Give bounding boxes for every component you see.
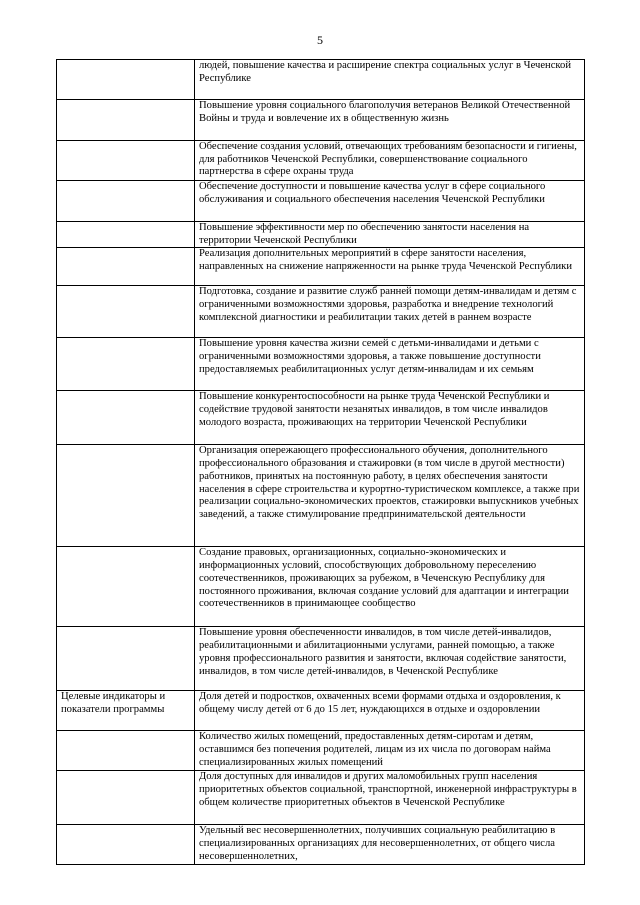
table-row (57, 141, 585, 181)
row-content-cell (195, 222, 585, 248)
table-row (57, 248, 585, 286)
table-row (57, 691, 585, 731)
table-row (57, 731, 585, 771)
row-label-cell (57, 627, 195, 691)
row-content-cell (195, 286, 585, 338)
row-content: Реализация дополнительных мероприятий в сфере занятости населения, направленных на снижение напряженности на рынке труда Чеченской Республики (199, 248, 572, 273)
row-content-cell (195, 60, 585, 100)
row-content-cell (195, 100, 585, 141)
row-label-cell (57, 181, 195, 222)
row-label-cell (57, 391, 195, 445)
row-label: Целевые индикаторы и показатели программы (61, 691, 166, 716)
row-content: людей, повышение качества и расширение спектра социальных услуг в Чеченской Республике (199, 60, 571, 84)
row-content-cell (195, 248, 585, 286)
table-row (57, 60, 585, 100)
row-label-cell (57, 248, 195, 286)
table-row (57, 771, 585, 825)
page-number: 5 (317, 33, 323, 47)
row-content: Подготовка, создание и развитие служб ранней помощи детям-инвалидам и детям с ограниченными возможностями здоровья, разработка и внедрение технологий комплексной диагностики и реабилитации таких детей в раннем возрасте (199, 286, 577, 323)
row-content: Обеспечение создания условий, отвечающих требованиям безопасности и гигиены, для работников Чеченской Республики, совершенствование социального партнерства в сфере охраны труда (199, 141, 577, 178)
row-label-cell (57, 141, 195, 181)
row-content-cell (195, 691, 585, 731)
row-content: Доля детей и подростков, охваченных всеми формами отдыха и оздоровления, к общему числу детей от 6 до 15 лет, нуждающихся в отдыхе и оздоровлении (199, 691, 561, 716)
row-content-cell (195, 627, 585, 691)
row-content-cell (195, 547, 585, 627)
table-row (57, 391, 585, 445)
row-label-cell (57, 771, 195, 825)
table-row (57, 222, 585, 248)
row-content: Доля доступных для инвалидов и других маломобильных групп населения приоритетных объектов социальной, транспортной, инженерной инфраструктуры в общем количестве приоритетных объектов в Чеченской Республике (199, 771, 577, 808)
row-content: Организация опережающего профессионального обучения, дополнительного профессионального образования и стажировки (в том числе в другой местности) работников, принятых на постоянную работу, в целях обеспечения занятости населения в сфере строительства и курортно-туристическом комплексе, а также при реализации социально-экономических проектов, стажировки выпускников учебных заведений, а также стимулирование предпринимательской деятельности (199, 445, 580, 520)
table-row (57, 181, 585, 222)
row-label-cell (57, 286, 195, 338)
table-row (57, 547, 585, 627)
row-content-cell (195, 391, 585, 445)
row-label-cell (57, 731, 195, 771)
table-row (57, 627, 585, 691)
row-content: Повышение конкурентоспособности на рынке труда Чеченской Республики и содействие трудовой занятости незанятых инвалидов, в том числе инвалидов молодого возраста, проживающих на территории Чеченской Республики (199, 391, 550, 428)
row-content: Количество жилых помещений, предоставленных детям-сиротам и детям, оставшимся без попечения родителей, лицам из их числа по договорам найма специализированных жилых помещений (199, 731, 551, 768)
row-content-cell (195, 445, 585, 547)
row-content: Создание правовых, организационных, социально-экономических и информационных условий, способствующих добровольному переселению соотечественников, проживающих за рубежом, в Чеченскую Республику для постоянного проживания, включая создание условий для адаптации и интеграции соотечественников в принимающее сообщество (199, 547, 569, 610)
row-content-cell (195, 825, 585, 865)
row-label-cell (57, 691, 195, 731)
table-row (57, 445, 585, 547)
row-content: Повышение эффективности мер по обеспечению занятости населения на территории Чеченской Республики (199, 222, 530, 246)
row-label-cell (57, 547, 195, 627)
table-row (57, 825, 585, 865)
row-content-cell (195, 771, 585, 825)
program-passport-table (56, 59, 585, 865)
row-content-cell (195, 181, 585, 222)
row-content: Повышение уровня качества жизни семей с детьми-инвалидами и детьми с ограниченными возможностями здоровья, а также повышение доступности предоставляемых реабилитационных услуг детям-инвалидам и их семьям (199, 338, 541, 375)
table-row (57, 286, 585, 338)
table-row (57, 100, 585, 141)
table-row (57, 338, 585, 391)
row-label-cell (57, 60, 195, 100)
row-label-cell (57, 222, 195, 248)
row-label-cell (57, 338, 195, 391)
row-content: Обеспечение доступности и повышение качества услуг в сфере социального обслуживания и социального обеспечения населения Чеченской Республики (199, 181, 546, 205)
row-content-cell (195, 338, 585, 391)
row-label-cell (57, 445, 195, 547)
row-content: Удельный вес несовершеннолетних, получивших социальную реабилитацию в специализированных организациях для несовершеннолетних, от общего числа несовершеннолетних, (199, 825, 556, 862)
row-content: Повышение уровня обеспеченности инвалидов, в том числе детей-инвалидов, реабилитационными и абилитационными услугами, ранней помощью, а также уровня профессионального развития и занятости, включая содействие занятости, инвалидов, в том числе детей-инвалидов, в Чеченской Республике (199, 627, 567, 677)
row-content-cell (195, 731, 585, 771)
row-label-cell (57, 825, 195, 865)
row-label-cell (57, 100, 195, 141)
row-content: Повышение уровня социального благополучия ветеранов Великой Отечественной Войны и труда и вовлечение их в общественную жизнь (199, 100, 571, 124)
row-content-cell (195, 141, 585, 181)
